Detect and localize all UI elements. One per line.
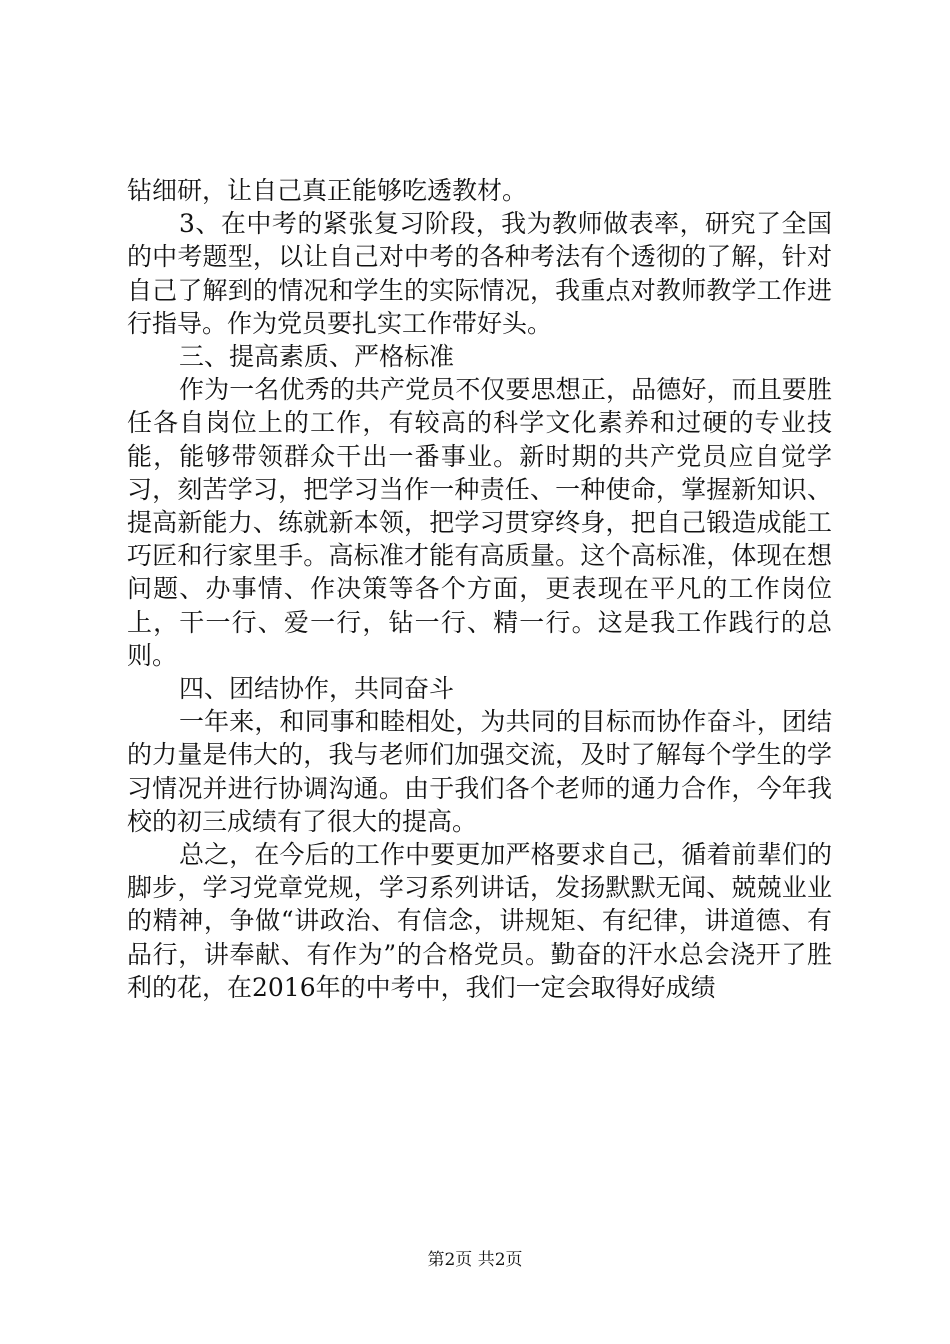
section-heading-3: 三、提高素质、严格标准 bbox=[179, 342, 455, 372]
paragraph-conclusion: 总之，在今后的工作中要更加严格要求自己，循着前辈们的脚步，学习党章党规，学习系列讲话，发扬默默无闻、兢兢业业的精神，争做“讲政治、有信念，讲规矩、有纪律，讲道德、有品行，讲奉献、有作为”的合格党员。勤奋的汗水总会浇开了胜利的花，在2016年的中考中，我们一定会取得好成绩 bbox=[127, 840, 832, 1002]
page-footer bbox=[0, 1245, 950, 1270]
section-heading-4: 四、团结协作，共同奋斗 bbox=[179, 674, 455, 704]
paragraph-review-stage: 3、在中考的紧张复习阶段，我为教师做表率，研究了全国的中考题型，以让自己对中考的各种考法有个透彻的了解，针对自己了解到的情况和学生的实际情况，我重点对教师教学工作进行指导。作为党员要扎实工作带好头。 bbox=[127, 209, 832, 338]
paragraph-quality-standards: 作为一名优秀的共产党员不仅要思想正，品德好，而且要胜任各自岗位上的工作，有较高的科学文化素养和过硬的专业技能，能够带领群众干出一番事业。新时期的共产党员应自觉学习，刻苦学习，把学习当作一种责任、一种使命，掌握新知识、提高新能力、练就新本领，把学习贯穿终身，把自己锻造成能工巧匠和行家里手。高标准才能有高质量。这个高标准，体现在想问题、办事情、作决策等各个方面，更表现在平凡的工作岗位上，干一行、爱一行，钻一行、精一行。这是我工作践行的总则。 bbox=[127, 375, 832, 670]
document-body bbox=[127, 174, 832, 1004]
paragraph-teamwork: 一年来，和同事和睦相处，为共同的目标而协作奋斗，团结的力量是伟大的，我与老师们加强交流，及时了解每个学生的学习情况并进行协调沟通。由于我们各个老师的通力合作，今年我校的初三成绩有了很大的提高。 bbox=[127, 707, 832, 836]
paragraph-continuation: 钻细研，让自己真正能够吃透教材。 bbox=[127, 176, 528, 205]
page-number-label: 第2页 共2页 bbox=[427, 1250, 523, 1270]
